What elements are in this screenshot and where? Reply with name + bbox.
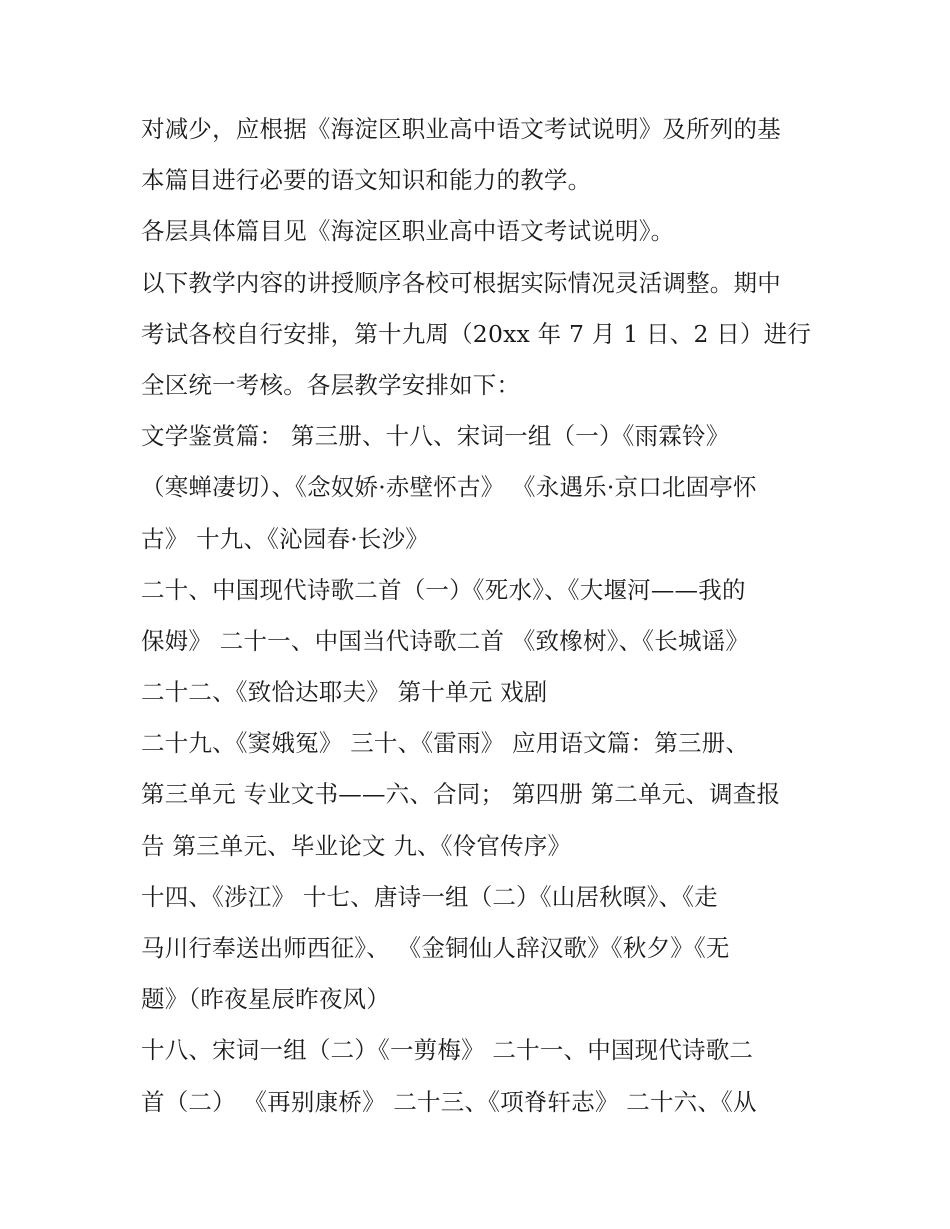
text-line: 考试各校自行安排，第十九周（20xx 年 7 月 1 日、2 日）进行 (141, 319, 812, 348)
text-line: 全区统一考核。各层教学安排如下： (141, 370, 521, 399)
text-line: （寒蝉凄切）、《念奴娇·赤壁怀古》 《永遇乐·京口北固亭怀 (141, 473, 757, 502)
text-line: 首（二） 《再别康桥》 二十三、《项脊轩志》 二十六、《从 (141, 1087, 757, 1116)
text-line: 文学鉴赏篇： 第三册、十八、宋词一组（一）《雨霖铃》 (141, 422, 730, 451)
text-line: 对减少，应根据《海淀区职业高中语文考试说明》及所列的基 (141, 115, 781, 143)
text-line: 本篇目进行必要的语文知识和能力的教学。 (141, 166, 592, 195)
text-line: 以下教学内容的讲授顺序各校可根据实际情况灵活调整。期中 (141, 268, 781, 297)
text-line: 二十、中国现代诗歌二首（一）《死水》、《大堰河——我的 (141, 575, 746, 604)
text-line: 题》（昨夜星辰昨夜风） (141, 985, 390, 1014)
text-line: 十四、《涉江》 十七、唐诗一组（二）《山居秋暝》、《走 (141, 882, 718, 911)
text-line: 二十二、《致恰达耶夫》 第十单元 戏剧 (141, 678, 548, 707)
text-line: 告 第三单元、毕业论文 九、《伶官传序》 (141, 831, 572, 860)
text-line: 马川行奉送出师西征》、 《金铜仙人辞汉歌》《秋夕》《无 (141, 934, 730, 962)
text-line: 保姆》 二十一、中国当代诗歌二首 《致橡树》、《长城谣》 (141, 626, 750, 655)
text-line: 古》 十九、《沁园春·长沙》 (141, 524, 429, 553)
text-line: 二十九、《窦娥冤》 三十、《雷雨》 应用语文篇：第三册、 (141, 729, 750, 758)
text-line: 各层具体篇目见《海淀区职业高中语文考试说明》。 (141, 217, 675, 246)
text-line: 第三单元 专业文书——六、合同； 第四册 第二单元、调查报 (141, 780, 781, 809)
text-line: 十八、宋词一组（二）《一剪梅》 二十一、中国现代诗歌二 (141, 1036, 754, 1065)
body-text (141, 104, 821, 1128)
